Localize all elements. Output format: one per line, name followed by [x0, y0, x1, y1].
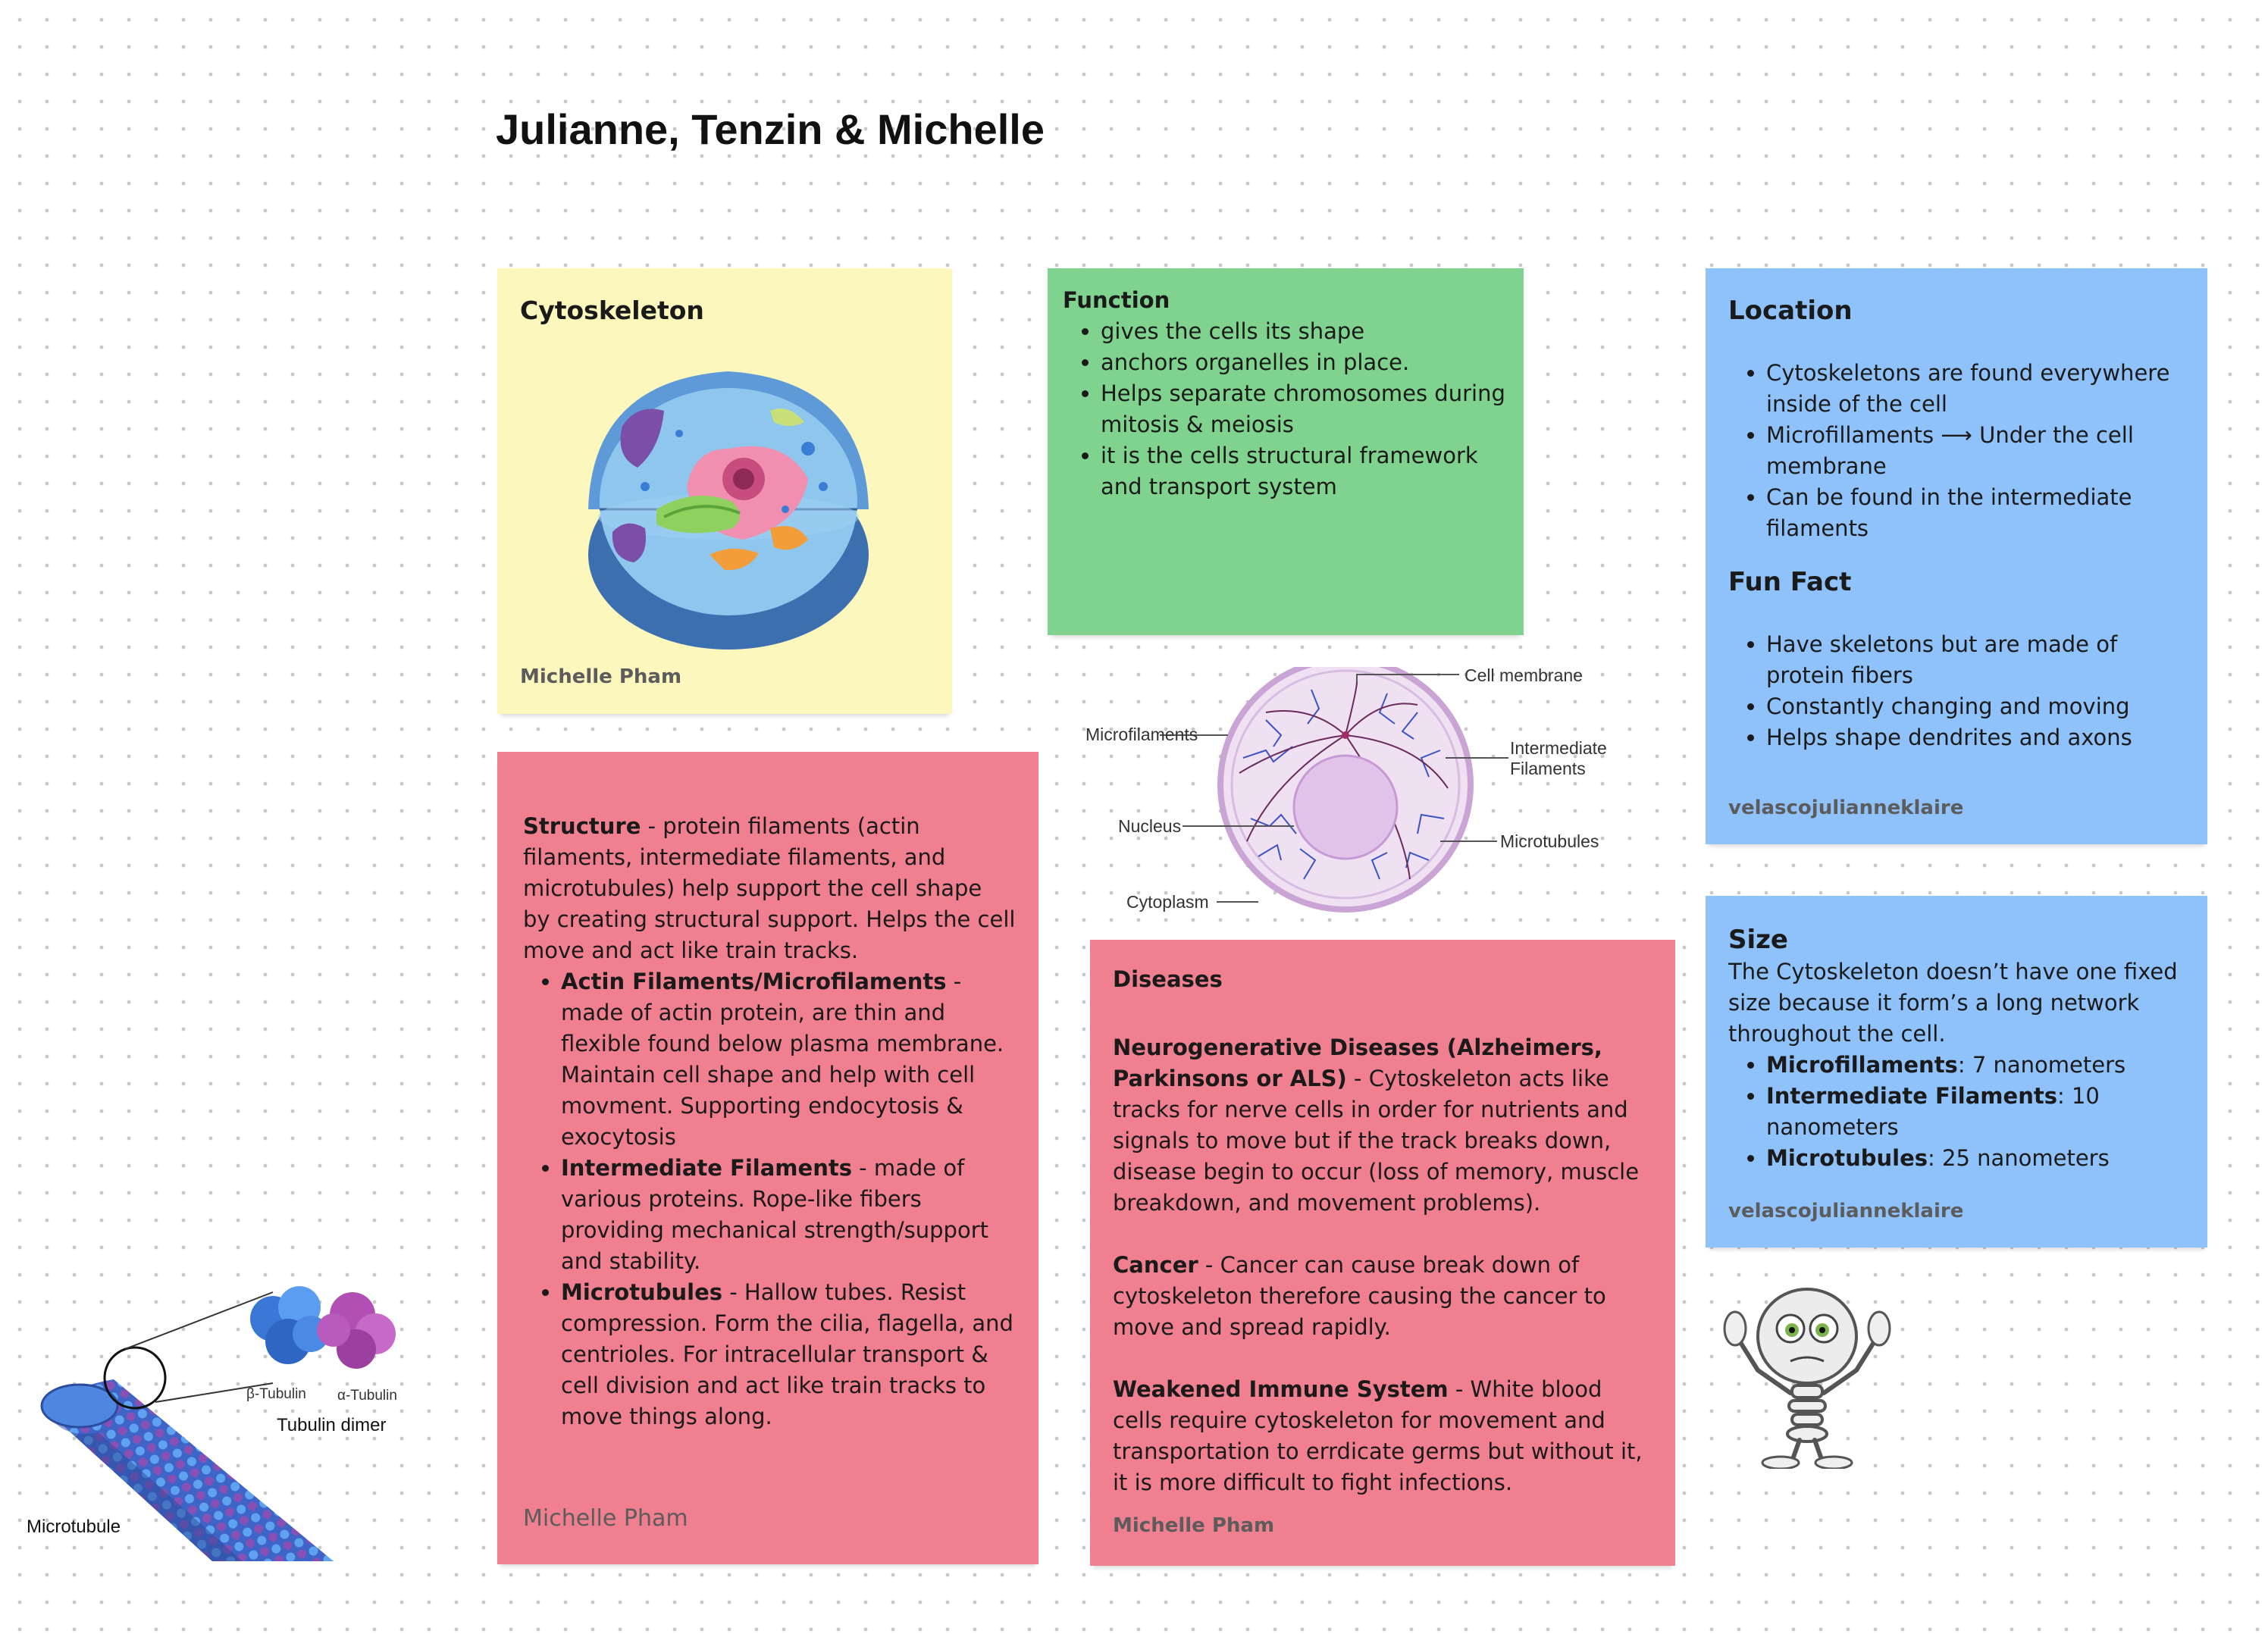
- label-microfilaments: Microfilaments: [1085, 725, 1198, 744]
- item-text: : 10 nanometers: [1766, 1083, 2100, 1140]
- fun-fact-title: Fun Fact: [1728, 567, 1852, 597]
- list-item: • Helps separate chromosomes during mitosis & meiosis: [1101, 378, 1508, 440]
- sticky-note-function[interactable]: [1048, 268, 1524, 635]
- label-intermediate-1: Intermediate: [1510, 738, 1607, 758]
- list-item: • gives the cells its shape: [1101, 316, 1508, 347]
- cartoon-skeleton-icon: [1716, 1279, 1898, 1469]
- item-label: Actin Filaments/Microfilaments: [561, 969, 947, 994]
- item-text: - made of various proteins. Rope-like fibers providing mechanical strength/support and stability.: [561, 1155, 988, 1274]
- label-cytoplasm: Cytoplasm: [1126, 892, 1209, 912]
- note-author: Michelle Pham: [1113, 1514, 1275, 1537]
- list-item: • anchors organelles in place.: [1101, 347, 1508, 378]
- label-microtubules: Microtubules: [1500, 831, 1599, 851]
- list-item: [561, 966, 1016, 1153]
- note-title: Location: [1728, 296, 1853, 326]
- note-title: Size: [1728, 925, 1788, 955]
- size-intro: The Cytoskeleton doesn’t have one fixed size because it form’s a long network throughout the cell.: [1728, 959, 2178, 1047]
- board-title: Julianne, Tenzin & Michelle: [496, 105, 1045, 153]
- note-author: Michelle Pham: [523, 1505, 688, 1532]
- item-text: - made of actin protein, are thin and flexible found below plasma membrane. Maintain cell shape and help with cell movment. Supporting endocytosis & exocytosis: [561, 969, 1004, 1150]
- list-item: [561, 1153, 1016, 1277]
- list-item: [1766, 1143, 2185, 1174]
- item-label: Microtubules: [1766, 1145, 1928, 1171]
- location-list: [1728, 358, 2185, 544]
- function-list: [1063, 316, 1508, 502]
- label-alpha-tubulin: α-Tubulin: [337, 1388, 397, 1404]
- item-text: : 7 nanometers: [1957, 1052, 2126, 1078]
- list-item: [561, 1277, 1016, 1432]
- list-item: [1766, 1081, 2185, 1143]
- list-item: • Microfillaments ⟶ Under the cell membrane: [1766, 420, 2185, 482]
- item-text: : 25 nanometers: [1928, 1145, 2110, 1171]
- note-author: velascojulianneklaire: [1728, 1200, 1964, 1222]
- list-item: • Cytoskeletons are found everywhere inside of the cell: [1766, 358, 2185, 420]
- note-title: Function: [1063, 287, 1170, 313]
- sticky-note-location[interactable]: [1706, 268, 2207, 844]
- disease-neuro: [1113, 1032, 1654, 1219]
- animal-cell-icon: [581, 365, 876, 653]
- list-item: • Have skeletons but are made of protein fibers: [1766, 629, 2185, 691]
- list-item: [1766, 1050, 2185, 1081]
- item-text: - Hallow tubes. Resist compression. Form the cilia, flagella, and centrioles. For intracellular transport & cell division and act like train tracks to move things along.: [561, 1279, 1013, 1429]
- cell-diagram-image[interactable]: [1084, 667, 1630, 925]
- cell-diagram-icon: [1084, 667, 1630, 925]
- structure-label: Structure: [523, 813, 641, 839]
- sticky-note-diseases[interactable]: [1090, 940, 1675, 1566]
- item-label: Intermediate Filaments: [1766, 1083, 2057, 1109]
- disease-cancer: [1113, 1250, 1654, 1343]
- note-title: Diseases: [1113, 966, 1223, 992]
- structure-intro: [523, 811, 1016, 966]
- structure-text: - protein filaments (actin filaments, intermediate filaments, and microtubules) help support the cell shape by creating structural support. Helps the cell move and act like train tracks.: [523, 813, 1016, 963]
- label-intermediate-2: Filaments: [1510, 759, 1586, 778]
- note-title: Cytoskeleton: [520, 296, 704, 325]
- note-author: Michelle Pham: [520, 665, 682, 688]
- item-label: Microfillaments: [1766, 1052, 1958, 1078]
- microtubule-icon: [15, 1258, 440, 1561]
- disease-text: - White blood cells require cytoskeleton for movement and transportation to errdicate germs but without it, it is more difficult to fight infections.: [1113, 1376, 1643, 1495]
- label-beta-tubulin: β-Tubulin: [246, 1386, 306, 1402]
- label-microtubule: Microtubule: [27, 1517, 121, 1537]
- label-tubulin-dimer: Tubulin dimer: [277, 1415, 387, 1435]
- sticky-note-cytoskeleton[interactable]: [497, 268, 952, 714]
- microtubule-image[interactable]: [15, 1258, 440, 1561]
- list-item: • Constantly changing and moving: [1766, 691, 2185, 722]
- disease-label: Weakened Immune System: [1113, 1376, 1449, 1402]
- list-item: • it is the cells structural framework and transport system: [1101, 440, 1508, 502]
- item-label: Intermediate Filaments: [561, 1155, 852, 1181]
- skeleton-cartoon-image[interactable]: [1716, 1279, 1898, 1469]
- fun-fact-list: [1728, 629, 2185, 753]
- item-label: Microtubules: [561, 1279, 722, 1305]
- sticky-note-structure[interactable]: [497, 752, 1038, 1564]
- disease-text: - Cytoskeleton acts like tracks for nerve cells in order for nutrients and signals to move but if the track breaks down, disease begin to occur (loss of memory, muscle breakdown, and movement problems).: [1113, 1066, 1640, 1216]
- structure-list: [523, 966, 1016, 1432]
- disease-label: Cancer: [1113, 1252, 1198, 1278]
- list-item: • Can be found in the intermediate filaments: [1766, 482, 2185, 544]
- label-cell-membrane: Cell membrane: [1464, 667, 1583, 685]
- list-item: • Helps shape dendrites and axons: [1766, 722, 2185, 753]
- size-list: [1728, 1050, 2185, 1174]
- disease-immune: [1113, 1374, 1654, 1498]
- disease-label: Neurogenerative Diseases (Alzheimers, Parkinsons or ALS): [1113, 1035, 1602, 1091]
- label-nucleus: Nucleus: [1118, 816, 1182, 836]
- disease-text: - Cancer can cause break down of cytoskeleton therefore causing the cancer to move and spread rapidly.: [1113, 1252, 1606, 1340]
- sticky-note-size[interactable]: [1706, 896, 2207, 1247]
- note-author: velascojulianneklaire: [1728, 797, 1964, 819]
